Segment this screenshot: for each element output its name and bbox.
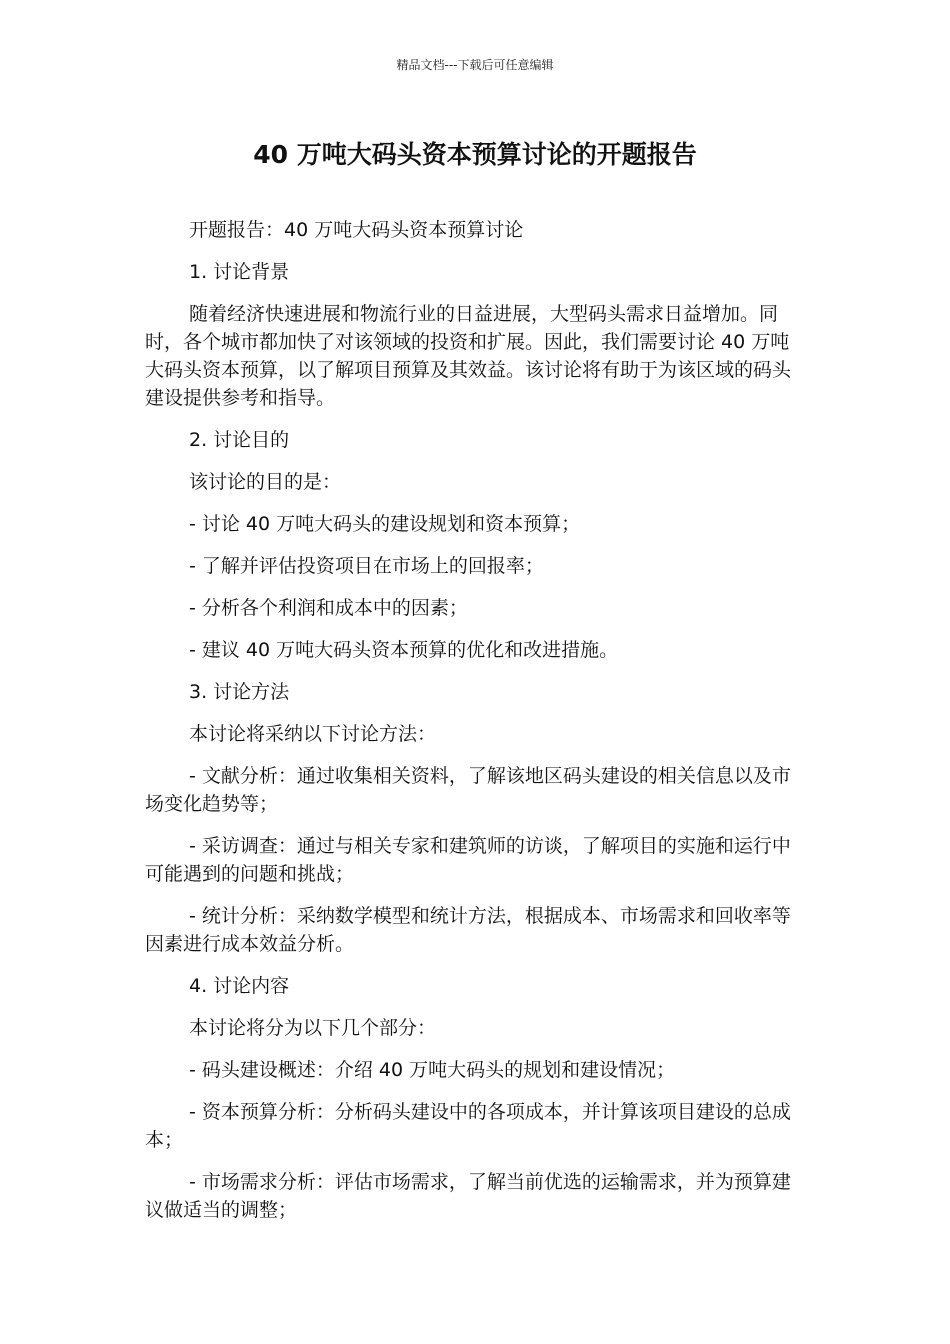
- method-item: - 采访调查：通过与相关专家和建筑师的访谈，了解项目的实施和运行中可能遇到的问题和挑战；: [145, 835, 791, 885]
- methods-intro: 本讨论将采纳以下讨论方法：: [189, 723, 437, 745]
- method-item: - 文献分析：通过收集相关资料，了解该地区码头建设的相关信息以及市场变化趋势等；: [145, 765, 791, 815]
- purpose-item: - 分析各个利润和成本中的因素；: [189, 597, 468, 619]
- content-intro: 本讨论将分为以下几个部分：: [189, 1017, 437, 1039]
- page-title: 40 万吨大码头资本预算讨论的开题报告: [253, 140, 697, 169]
- purpose-item: - 建议 40 万吨大码头资本预算的优化和改进措施。: [189, 639, 619, 661]
- purpose-intro: 该讨论的目的是：: [189, 471, 342, 493]
- section-heading-methods: 3. 讨论方法: [189, 681, 290, 703]
- background-paragraph: 随着经济快速进展和物流行业的日益进展，大型码头需求日益增加。同时，各个城市都加快了对该领域的投资和扩展。因此，我们需要讨论 40 万吨大码头资本预算，以了解项目预算及其效益。该讨论将有助于为该区域的码头建设提供参考和指导。: [145, 303, 792, 409]
- header-note: 精品文档---下载后可任意编辑: [396, 58, 554, 72]
- section-heading-purpose: 2. 讨论目的: [189, 429, 290, 451]
- document-body: [145, 216, 805, 1238]
- intro-line: 开题报告：40 万吨大码头资本预算讨论: [189, 219, 524, 241]
- content-item: - 码头建设概述：介绍 40 万吨大码头的规划和建设情况；: [189, 1059, 676, 1081]
- section-heading-background: 1. 讨论背景: [189, 261, 290, 283]
- purpose-item: - 讨论 40 万吨大码头的建设规划和资本预算；: [189, 513, 581, 535]
- purpose-item: - 了解并评估投资项目在市场上的回报率；: [189, 555, 544, 577]
- method-item: - 统计分析：采纳数学模型和统计方法，根据成本、市场需求和回收率等因素进行成本效益分析。: [145, 905, 791, 955]
- content-item: - 资本预算分析：分析码头建设中的各项成本，并计算该项目建设的总成本；: [145, 1101, 791, 1151]
- section-heading-content: 4. 讨论内容: [189, 975, 290, 997]
- content-item: - 市场需求分析：评估市场需求，了解当前优选的运输需求，并为预算建议做适当的调整；: [145, 1171, 791, 1221]
